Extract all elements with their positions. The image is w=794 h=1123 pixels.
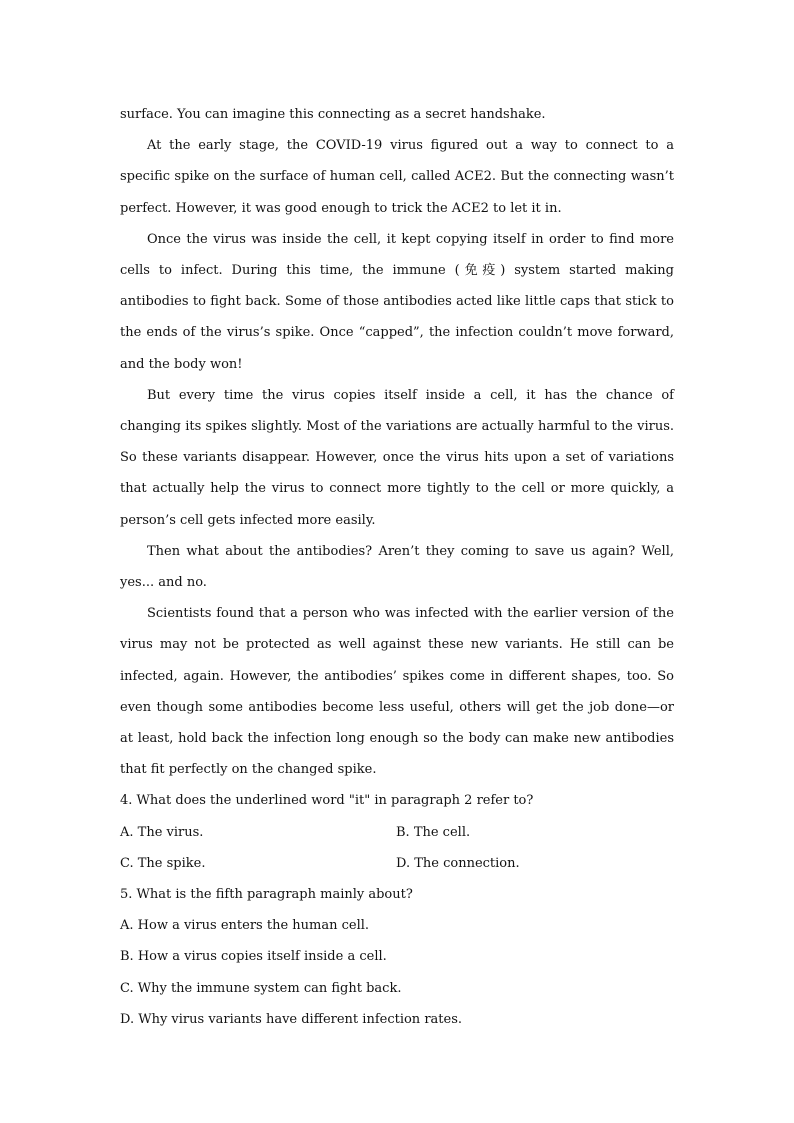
question-5 <box>120 879 674 1035</box>
question-4-option-b[interactable]: B. The cell. <box>396 824 471 840</box>
question-4-option-a[interactable]: A. The virus. <box>120 824 204 840</box>
question-4-options-row-1 <box>120 817 674 848</box>
question-5-stem: 5. What is the fifth paragraph mainly about? <box>120 887 413 903</box>
question-5-option-b[interactable]: B. How a virus copies itself inside a cell. <box>120 949 387 965</box>
paragraph-surface: surface. You can imagine this connecting as a secret handshake. <box>120 107 546 122</box>
paragraph-early-stage: At the early stage, the COVID-19 virus figured out a way to connect to a specific spike on the surface of human cell, called ACE2. But the connecting wasn’t perfect. However, it was good enough to trick the ACE2 to let it in. <box>120 138 674 216</box>
question-5-option-a[interactable]: A. How a virus enters the human cell. <box>120 918 370 934</box>
document-page <box>120 99 674 1035</box>
paragraph-antibodies: Then what about the antibodies? Aren’t they coming to save us again? Well, yes... and no. <box>120 543 674 591</box>
paragraph-scientists: Scientists found that a person who was infected with the earlier version of the virus may not be protected as well against these new variants. He still can be infected, again. However, the antibodies’ spikes come in different shapes, too. So even though some antibodies become less useful, others will get the job done—or at least, hold back the infection long enough so the body can make new antibodies that fit perfectly on the changed spike. <box>120 606 674 778</box>
paragraph-inside-cell: Once the virus was inside the cell, it kept copying itself in order to find more cells to infect. During this time, the immune (免疫) system started making antibodies to fight back. Some of those antibodies acted like little caps that stick to the ends of the virus’s spike. Once “capped”, the infection couldn’t move forward, and the body won! <box>120 231 674 372</box>
question-5-option-d[interactable]: D. Why virus variants have different infection rates. <box>120 1011 462 1027</box>
question-4 <box>120 785 674 879</box>
question-4-option-d[interactable]: D. The connection. <box>396 855 520 871</box>
paragraph-virus-copies: But every time the virus copies itself inside a cell, it has the chance of changing its spikes slightly. Most of the variations are actually harmful to the virus. So these variants disappear. However, once the virus hits upon a set of variations that actually help the virus to connect more tightly to the cell or more quickly, a person’s cell gets infected more easily. <box>120 387 674 528</box>
question-4-stem: 4. What does the underlined word "it" in paragraph 2 refer to? <box>120 793 534 809</box>
question-4-options-row-2 <box>120 848 674 879</box>
question-5-option-c[interactable]: C. Why the immune system can fight back. <box>120 980 402 996</box>
question-4-option-c[interactable]: C. The spike. <box>120 855 206 871</box>
